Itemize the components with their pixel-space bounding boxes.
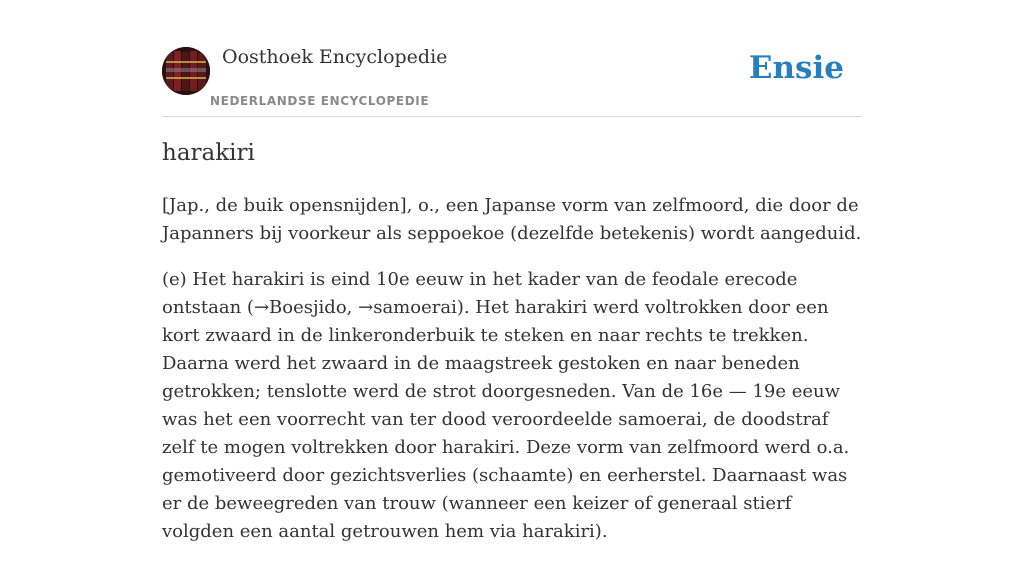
- entry-body: [162, 192, 862, 564]
- paragraph-text: ,: [346, 297, 359, 318]
- site-subtitle: NEDERLANDSE ENCYCLOPEDIE: [210, 94, 430, 108]
- paragraph-text: ). Het harakiri werd voltrokken door een kort zwaard in de linkeronderbuik te steken en naar rechts te trekken. Daarna werd het zwaard in de maagstreek gestoken en naar beneden getrokken; tenslotte werd de strot doorgesneden. Van de 16e — 19e eeuw was het een voorrecht van ter dood veroordeelde samoerai, de doodstraf zelf te mogen voltrekken door harakiri. Deze vorm van zelfmoord werd o.a. gemotiveerd door gezichtsverlies (schaamte) en eerherstel. Daarnaast was er de beweegreden van trouw (wanneer een keizer of generaal stierf volgden een aantal getrouwen hem via harakiri).: [162, 297, 850, 542]
- encyclopedia-books-icon[interactable]: [162, 47, 210, 95]
- brand-logo-link[interactable]: Ensie: [748, 50, 844, 86]
- entry-title: harakiri: [162, 140, 255, 166]
- page: [162, 0, 862, 542]
- paragraph-text: (e) Het harakiri is eind 10e eeuw in het kader van de feodale erecode ontstaan (: [162, 269, 798, 318]
- cross-reference-link-boesjido[interactable]: →Boesjido: [253, 297, 347, 318]
- entry-paragraph: [162, 266, 862, 546]
- cross-reference-link-samoerai[interactable]: →samoerai: [358, 297, 457, 318]
- site-header: [162, 0, 862, 117]
- site-title[interactable]: Oosthoek Encyclopedie: [222, 46, 448, 68]
- entry-paragraph: [Jap., de buik opensnijden], o., een Japanse vorm van zelfmoord, die door de Japanners bij voorkeur als seppoekoe (dezelfde betekenis) wordt aangeduid.: [162, 195, 862, 244]
